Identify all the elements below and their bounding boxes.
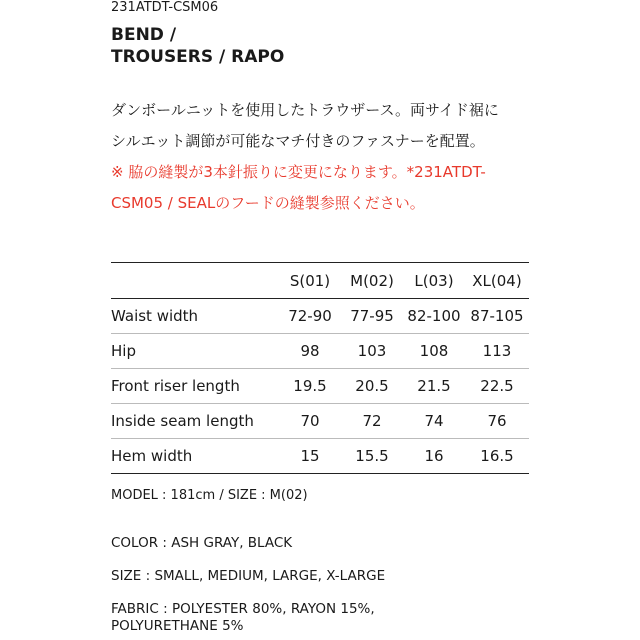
row-label: Inside seam length — [111, 412, 254, 430]
cell-value: 87-105 — [470, 307, 524, 325]
row-label: Hip — [111, 342, 136, 360]
table-row — [111, 299, 529, 334]
table-row — [111, 369, 529, 404]
size-table — [111, 262, 529, 474]
cell-value: 15.5 — [355, 447, 389, 465]
product-description — [111, 95, 541, 219]
cell-value: 103 — [357, 342, 387, 360]
product-code: 231ATDT-CSM06 — [111, 0, 219, 15]
spec-fabric-line: FABRIC : POLYESTER 80%, RAYON 15%, — [111, 601, 375, 617]
product-specs — [111, 535, 385, 635]
notice-line: CSM05 / SEALのフードの縫製参照ください。 — [111, 194, 425, 212]
cell-value: 16 — [424, 447, 444, 465]
cell-value: 15 — [300, 447, 320, 465]
size-header-xl: XL(04) — [465, 263, 529, 299]
spec-fabric-line: POLYURETHANE 5% — [111, 618, 244, 634]
description-line: ダンボールニットを使用したトラウザース。両サイド裾に — [111, 101, 499, 119]
cell-value: 70 — [300, 412, 320, 430]
size-header-m: M(02) — [341, 263, 403, 299]
product-title-line2: TROUSERS / RAPO — [111, 47, 285, 67]
cell-value: 20.5 — [355, 377, 389, 395]
spec-fabric — [111, 601, 385, 635]
cell-value: 113 — [482, 342, 512, 360]
product-title — [111, 24, 284, 68]
table-row — [111, 404, 529, 439]
model-info: MODEL : 181cm / SIZE : M(02) — [111, 488, 308, 503]
product-title-line1: BEND / — [111, 25, 177, 45]
size-header-l: L(03) — [403, 263, 465, 299]
size-header-blank — [111, 263, 279, 299]
cell-value: 74 — [424, 412, 444, 430]
notice-line: ※ 脇の縫製が3本針振りに変更になります。*231ATDT- — [111, 163, 486, 181]
cell-value: 76 — [487, 412, 507, 430]
cell-value: 82-100 — [407, 307, 461, 325]
size-table-header-row — [111, 263, 529, 299]
cell-value: 72-90 — [288, 307, 332, 325]
cell-value: 108 — [419, 342, 449, 360]
cell-value: 21.5 — [417, 377, 451, 395]
row-label: Hem width — [111, 447, 193, 465]
cell-value: 19.5 — [293, 377, 327, 395]
table-row — [111, 439, 529, 474]
spec-size: SIZE : SMALL, MEDIUM, LARGE, X-LARGE — [111, 568, 386, 584]
cell-value: 98 — [300, 342, 320, 360]
description-line: シルエット調節が可能なマチ付きのファスナーを配置。 — [111, 132, 485, 150]
size-header-s: S(01) — [279, 263, 341, 299]
cell-value: 22.5 — [480, 377, 514, 395]
cell-value: 77-95 — [350, 307, 394, 325]
cell-value: 72 — [362, 412, 382, 430]
row-label: Front riser length — [111, 377, 240, 395]
table-row — [111, 334, 529, 369]
row-label: Waist width — [111, 307, 199, 325]
cell-value: 16.5 — [480, 447, 514, 465]
spec-color: COLOR : ASH GRAY, BLACK — [111, 535, 293, 551]
